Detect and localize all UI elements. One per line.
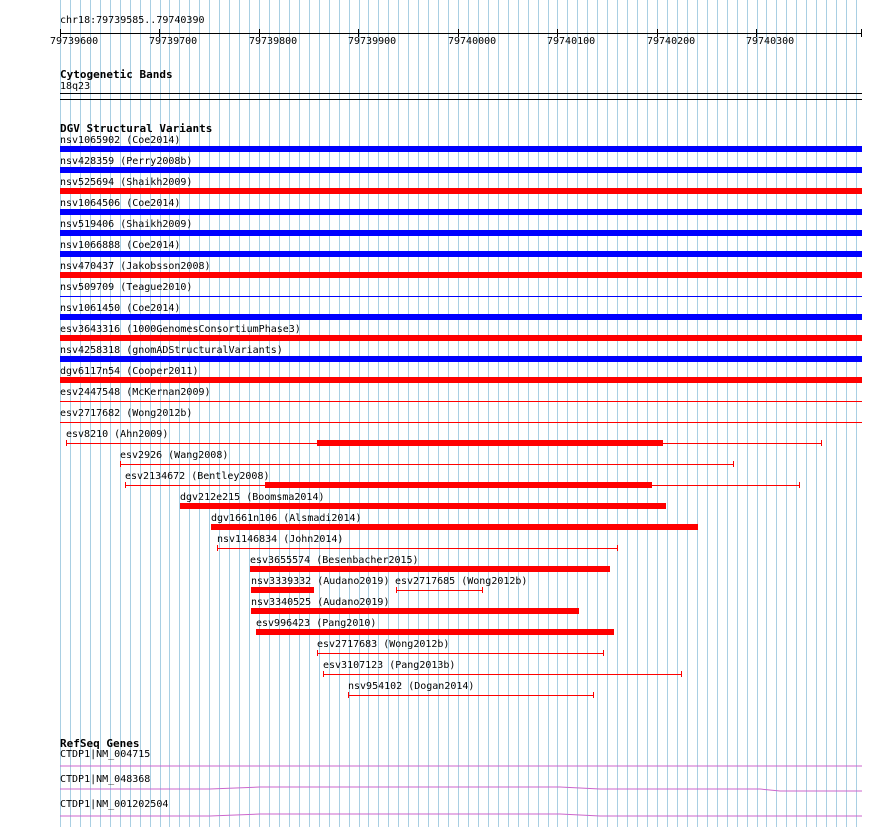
variant-end-cap — [482, 587, 483, 593]
ruler-tick-label: 79739700 — [149, 36, 198, 47]
grid-line — [796, 0, 797, 827]
grid-line — [737, 0, 738, 827]
variant-bar[interactable] — [60, 335, 862, 341]
variant-line[interactable] — [60, 422, 862, 423]
grid-line — [757, 0, 758, 827]
variant-label: esv3643316 (1000GenomesConsortiumPhase3) — [60, 324, 301, 335]
grid-line — [528, 0, 529, 827]
variant-label: esv2717682 (Wong2012b) — [60, 408, 193, 419]
grid-line — [259, 0, 260, 827]
grid-line — [408, 0, 409, 827]
variant-bar[interactable] — [60, 314, 862, 320]
gene-label: CTDP1|NM_001202504 — [60, 799, 169, 810]
variant-line[interactable] — [217, 548, 618, 549]
grid-line — [428, 0, 429, 827]
variant-bar[interactable] — [251, 587, 314, 593]
grid-line — [219, 0, 220, 827]
grid-line — [786, 0, 787, 827]
variant-bar[interactable] — [256, 629, 614, 635]
grid-line — [279, 0, 280, 827]
grid-line — [239, 0, 240, 827]
variant-label: esv8210 (Ahn2009) — [66, 429, 169, 440]
variant-end-cap — [396, 587, 397, 593]
grid-line — [617, 0, 618, 827]
variant-label: nsv428359 (Perry2008b) — [60, 156, 193, 167]
variant-label: esv2134672 (Bentley2008) — [125, 471, 270, 482]
cytoband-label: 18q23 — [60, 81, 91, 92]
ruler-tick-label: 79739800 — [249, 36, 298, 47]
variant-bar[interactable] — [60, 377, 862, 383]
ruler-tick-label: 79740200 — [647, 36, 696, 47]
grid-line — [677, 0, 678, 827]
grid-line — [667, 0, 668, 827]
variant-line[interactable] — [317, 653, 604, 654]
refseq-track-title[interactable]: RefSeq Genes — [60, 737, 140, 750]
variant-label: esv3655574 (Besenbacher2015) — [250, 555, 419, 566]
grid-line — [368, 0, 369, 827]
grid-line — [508, 0, 509, 827]
variant-end-cap — [681, 671, 682, 677]
variant-bar[interactable] — [180, 503, 666, 509]
variant-label: esv2447548 (McKernan2009) — [60, 387, 211, 398]
variant-label: nsv4258318 (gnomADStructuralVariants) — [60, 345, 283, 356]
grid-line — [657, 0, 658, 827]
variant-label: dgv6117n54 (Cooper2011) — [60, 366, 199, 377]
grid-line — [577, 0, 578, 827]
grid-line — [269, 0, 270, 827]
grid-line — [388, 0, 389, 827]
cytoband-track-title[interactable]: Cytogenetic Bands — [60, 68, 173, 81]
variant-end-cap — [603, 650, 604, 656]
variant-end-cap — [821, 440, 822, 446]
grid-line — [398, 0, 399, 827]
variant-label: esv2926 (Wang2008) — [120, 450, 229, 461]
grid-line — [806, 0, 807, 827]
grid-line — [249, 0, 250, 827]
grid-line — [488, 0, 489, 827]
grid-line — [498, 0, 499, 827]
grid-line — [378, 0, 379, 827]
grid-line — [707, 0, 708, 827]
variant-bar[interactable] — [251, 608, 579, 614]
grid-line — [597, 0, 598, 827]
variant-line[interactable] — [120, 464, 734, 465]
ruler-tick-label: 79740000 — [448, 36, 497, 47]
gene-label: CTDP1|NM_048368 — [60, 774, 151, 785]
grid-line — [747, 0, 748, 827]
ruler-tick-label: 79740100 — [547, 36, 596, 47]
grid-line — [766, 0, 767, 827]
variant-label: nsv1066888 (Coe2014) — [60, 240, 181, 251]
grid-line — [697, 0, 698, 827]
variant-label: nsv1065902 (Coe2014) — [60, 135, 181, 146]
variant-label: nsv470437 (Jakobsson2008) — [60, 261, 211, 272]
variant-line[interactable] — [323, 674, 682, 675]
variant-bar[interactable] — [250, 566, 610, 572]
grid-line — [816, 0, 817, 827]
variant-bar[interactable] — [211, 524, 698, 530]
variant-end-cap — [799, 482, 800, 488]
variant-bar[interactable] — [60, 209, 862, 215]
variant-end-cap — [217, 545, 218, 551]
variant-label: nsv525694 (Shaikh2009) — [60, 177, 193, 188]
grid-line — [826, 0, 827, 827]
variant-label: esv996423 (Pang2010) — [256, 618, 377, 629]
ruler-tick-label: 79739900 — [348, 36, 397, 47]
grid-line — [727, 0, 728, 827]
grid-line — [448, 0, 449, 827]
grid-line — [299, 0, 300, 827]
grid-line — [229, 0, 230, 827]
variant-bar[interactable] — [60, 146, 862, 152]
grid-line — [607, 0, 608, 827]
variant-end-cap — [125, 482, 126, 488]
variant-label: esv2717685 (Wong2012b) — [395, 576, 528, 587]
variant-label: nsv519406 (Shaikh2009) — [60, 219, 193, 230]
variant-label: dgv212e215 (Boomsma2014) — [180, 492, 325, 503]
variant-bar[interactable] — [60, 167, 862, 173]
variant-label: nsv1146834 (John2014) — [217, 534, 344, 545]
grid-line — [518, 0, 519, 827]
variant-bar[interactable] — [317, 440, 663, 446]
variant-bar[interactable] — [60, 251, 862, 257]
grid-line — [349, 0, 350, 827]
grid-line — [418, 0, 419, 827]
cytoband-line[interactable] — [60, 93, 862, 94]
grid-line — [468, 0, 469, 827]
grid-line — [339, 0, 340, 827]
grid-line — [567, 0, 568, 827]
variant-bar[interactable] — [60, 272, 862, 278]
grid-line — [557, 0, 558, 827]
grid-line — [647, 0, 648, 827]
gene-label: CTDP1|NM_004715 — [60, 749, 151, 760]
grid-line — [478, 0, 479, 827]
ruler-tick — [861, 29, 862, 37]
variant-end-cap — [617, 545, 618, 551]
grid-line — [319, 0, 320, 827]
variant-line[interactable] — [348, 695, 594, 696]
variant-bar[interactable] — [60, 230, 862, 236]
variant-label: nsv954102 (Dogan2014) — [348, 681, 475, 692]
variant-label: nsv1061450 (Coe2014) — [60, 303, 181, 314]
grid-line — [438, 0, 439, 827]
variant-bar[interactable] — [60, 356, 862, 362]
variant-label: nsv1064506 (Coe2014) — [60, 198, 181, 209]
variant-bar[interactable] — [60, 188, 862, 194]
grid-line — [687, 0, 688, 827]
variant-end-cap — [120, 461, 121, 467]
grid-line — [627, 0, 628, 827]
variant-end-cap — [348, 692, 349, 698]
grid-line — [309, 0, 310, 827]
ruler-tick-label: 79739600 — [50, 36, 99, 47]
grid-line — [359, 0, 360, 827]
variant-line[interactable] — [60, 296, 862, 297]
variant-end-cap — [323, 671, 324, 677]
ruler-axis — [60, 33, 862, 34]
variant-bar[interactable] — [265, 482, 652, 488]
grid-line — [538, 0, 539, 827]
grid-line — [329, 0, 330, 827]
grid-line — [637, 0, 638, 827]
variant-label: nsv3339332 (Audano2019) — [251, 576, 390, 587]
variant-end-cap — [66, 440, 67, 446]
cytoband-line — [60, 99, 862, 100]
variant-line[interactable] — [396, 590, 483, 591]
variant-label: dgv1661n106 (Alsmadi2014) — [211, 513, 362, 524]
variant-label: esv2717683 (Wong2012b) — [317, 639, 450, 650]
grid-line — [289, 0, 290, 827]
variant-end-cap — [733, 461, 734, 467]
variant-label: esv3107123 (Pang2013b) — [323, 660, 456, 671]
grid-line — [776, 0, 777, 827]
location-label: chr18:79739585..79740390 — [60, 15, 205, 26]
grid-line — [856, 0, 857, 827]
variant-label: nsv509709 (Teague2010) — [60, 282, 193, 293]
grid-line — [717, 0, 718, 827]
variant-end-cap — [317, 650, 318, 656]
grid-line — [836, 0, 837, 827]
dgv-track-title[interactable]: DGV Structural Variants — [60, 122, 213, 135]
grid-line — [846, 0, 847, 827]
grid-line — [587, 0, 588, 827]
variant-label: nsv3340525 (Audano2019) — [251, 597, 390, 608]
variant-end-cap — [593, 692, 594, 698]
variant-line[interactable] — [60, 401, 862, 402]
grid-line — [548, 0, 549, 827]
ruler-tick-label: 79740300 — [746, 36, 795, 47]
grid-line — [458, 0, 459, 827]
